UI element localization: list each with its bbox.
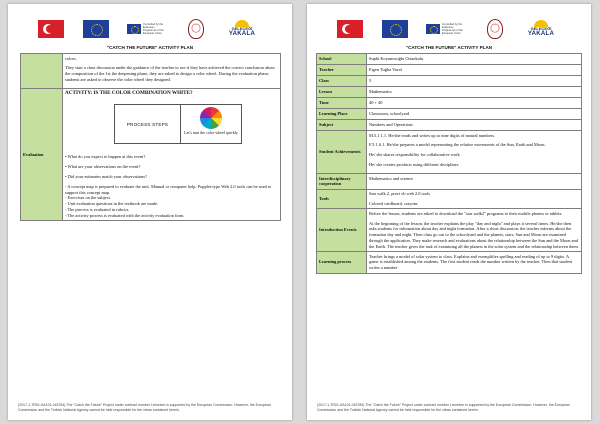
right-page (307, 4, 591, 420)
row-label-learning-process: Learning process (317, 252, 367, 273)
evaluation-note: - The process is evaluated in rubrics. (65, 207, 130, 213)
activity-plan-table-continued (20, 53, 281, 221)
paragraph: At the beginning of the lesson, the teacher explains the play "day and night" and plays it several times. He/she then asks students for information about day and night formation. After a short discussion, the teacher informs about the formation day and night. Then class go out to the schoolyard and the planets, stars, Sun and Moon are examined through the application. They make research and evaluations about the relationship between the Sun and the Moon and the Earth. The teacher gives the task of examining all the planets in the solar system and the relationship between them. (369, 220, 579, 249)
table-row (317, 209, 582, 252)
table-row (317, 65, 582, 76)
table-row (317, 87, 582, 98)
learning-process-cell: Teacher brings a model of solar system to class. Explains and exemplifies spelling and reading of up to 9 digits. A game is established among the students. The first student reads the number written by the teacher. Then that student writes a number (367, 252, 582, 273)
table-row (317, 76, 582, 87)
achievements-cell (367, 131, 582, 174)
paragraph: colors. (65, 55, 77, 61)
erasmus-logo (127, 23, 169, 36)
achievement: He/ she creates products using different disciplines (369, 161, 459, 167)
paragraph: Before the lesson, students are asked to download the "star walk2" programs to their mobile phones or tablets. (369, 210, 563, 216)
school-seal-logo (487, 19, 503, 39)
row-label-empty (21, 54, 63, 89)
document-footer: (2017-1-TR01-KA101-043784) The "Catch the Future" Project under contract number Lreceiver is supported by the European Commission. However, the European Commission and the Turkish National Agency cannot be held responsible for the views contained herein. (18, 402, 271, 413)
table-row (317, 131, 582, 174)
future-logo-word-1: GELECEĞİ (231, 26, 253, 31)
future-logo-word-2: YAKALA (228, 31, 256, 37)
row-value: Mathematics (367, 87, 582, 98)
evaluation-note: - Unit evaluation questions in the textbook are made. (65, 201, 159, 207)
tool-line: Star walk 2, prezi vb web 2.0 tools (369, 191, 431, 197)
achievement: He/ she shares responsibility for collaborative work (369, 152, 460, 158)
eu-flag-logo (83, 20, 109, 38)
row-label: Time (317, 98, 367, 109)
achievement: M.5.1.1.1. He/she reads and writes up to nine digits of natural numbers. (369, 132, 495, 138)
future-logo-word-2: YAKALA (527, 31, 555, 37)
row-value: Classroom, schoolyard (367, 109, 582, 120)
row-label-introduction: Introduction Events (317, 209, 367, 252)
table-row (21, 89, 281, 221)
table-row (317, 109, 582, 120)
color-wheel-image (200, 107, 222, 129)
row-value: Suphi Koyuncuoğlu Ortaokulu (367, 54, 582, 65)
introduction-cell (367, 209, 582, 252)
evaluation-note: - The activity process is evaluated with the activity evaluation form. (65, 212, 185, 218)
table-row (317, 252, 582, 273)
evaluation-cell (63, 89, 281, 221)
question: • Did your estimates match your observations? (65, 174, 148, 180)
paragraph: They start a class discussion under the guidance of the teacher to see if they have achieved the correct conclusion about the composition of the 1st the deepening phase, they are asked to design a color wheel. During the evaluation phase; students are asked to observe the color wheel they designed. (65, 65, 275, 82)
achievement: F.5.1.6.1. He/she prepares a model representing the relative movements of the Sun, Earth and Moon. (369, 142, 546, 148)
logo-strip (337, 18, 561, 40)
process-steps-table (114, 104, 242, 144)
tool-line: Colored cardboard, crayons (369, 201, 418, 207)
tools-cell (367, 189, 582, 209)
document-title: "CATCH THE FUTURE" ACTIVITY PLAN (405, 45, 493, 50)
color-wheel-cell (181, 105, 241, 143)
table-row (317, 54, 582, 65)
school-seal-logo (188, 19, 204, 39)
row-value: 5 (367, 76, 582, 87)
activity-title: ACTIVITY: IS THE COLOR COMBINATION WHITE? (65, 89, 193, 96)
eu-flag-icon (426, 24, 440, 34)
left-page (8, 4, 292, 420)
row-label: Teacher (317, 65, 367, 76)
process-steps-label: PROCESS STEPS (115, 105, 181, 143)
intro-cell (63, 54, 281, 89)
evaluation-note: - A concept map is prepared to evaluate the unit. Manual or computer help. Popplet-type Web 2.0 tools can be used to support this concept map. (65, 183, 272, 195)
activity-plan-table (316, 53, 582, 274)
evaluation-note: - Exercises on the subject. (65, 195, 111, 201)
eu-flag-icon (127, 24, 141, 34)
row-label-achievements: Student Achievements (317, 131, 367, 174)
erasmus-logo-text: Co-funded by the Erasmus+ Programme of the European Union (143, 22, 164, 36)
color-wheel-caption: Let's turn the color wheel quickly (184, 130, 238, 136)
catch-the-future-logo (521, 20, 561, 38)
future-logo-word-1: GELECEĞİ (530, 26, 552, 31)
row-label-tools: Tools (317, 189, 367, 209)
question: • What are your observations on the event? (65, 164, 141, 170)
question: • What do you expect to happen at this event? (65, 154, 146, 160)
row-label-evaluation: Evaluation (21, 89, 63, 221)
row-value: 40 + 40 (367, 98, 582, 109)
turkey-flag-logo (38, 20, 64, 38)
row-value: Numbers and Operations (367, 120, 582, 131)
document-title: "CATCH THE FUTURE" ACTIVITY PLAN (106, 45, 194, 50)
catch-the-future-logo (222, 20, 262, 38)
table-row (317, 189, 582, 209)
row-label-interdisciplinary: Interdisciplinary cooperation (317, 174, 367, 190)
table-row (317, 120, 582, 131)
row-label: Subject (317, 120, 367, 131)
erasmus-logo (426, 23, 468, 36)
row-label: School (317, 54, 367, 65)
turkey-flag-logo (337, 20, 363, 38)
row-value: Mathematics and science (367, 174, 582, 190)
eu-flag-logo (382, 20, 408, 38)
erasmus-logo-text: Co-funded by the Erasmus+ Programme of the European Union (442, 22, 463, 36)
row-value: Figen Tuğba Vural (367, 65, 582, 76)
table-row (21, 54, 281, 89)
row-label: Lesson (317, 87, 367, 98)
table-row (317, 98, 582, 109)
logo-strip (38, 18, 262, 40)
row-label: Class (317, 76, 367, 87)
table-row (317, 174, 582, 190)
document-footer: (2017-1-TR01-KA101-043784) The "Catch the Future" Project under contract number Lreceiver is supported by the European Commission. However, the European Commission and the Turkish National Agency cannot be held responsible for the views contained herein. (317, 402, 570, 413)
row-label: Learning Place (317, 109, 367, 120)
